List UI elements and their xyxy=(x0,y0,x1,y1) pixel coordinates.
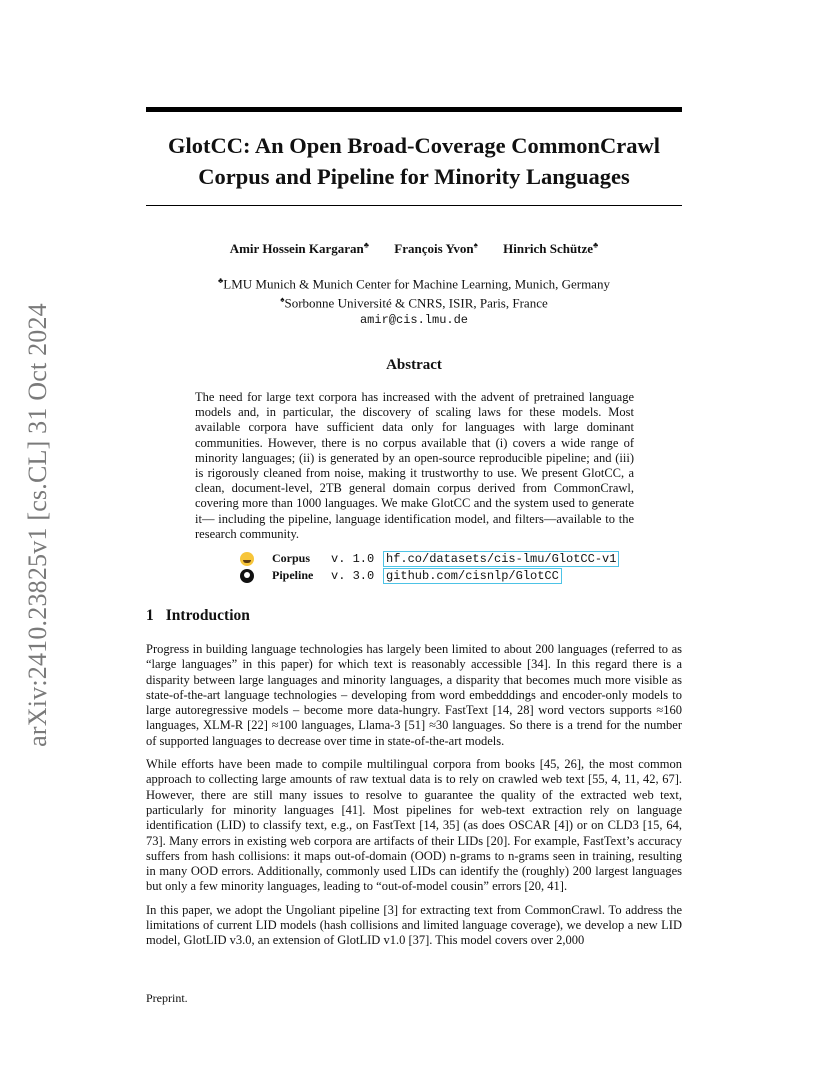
contact-email[interactable]: amir@cis.lmu.de xyxy=(359,312,469,327)
pipeline-label: Pipeline xyxy=(272,568,314,582)
paper-title xyxy=(146,130,682,192)
pipeline-url-link[interactable]: github.com/cisnlp/GlotCC xyxy=(383,568,562,584)
title-top-rule xyxy=(146,107,682,112)
affiliation-2: ♠Sorbonne Université & CNRS, ISIR, Paris, France xyxy=(280,295,548,311)
section-number: 1 xyxy=(146,607,154,624)
pipeline-link-row xyxy=(240,567,619,584)
title-line-1: GlotCC: An Open Broad-Coverage CommonCrawl xyxy=(167,133,661,158)
resource-links xyxy=(240,550,619,584)
abstract-heading: Abstract xyxy=(386,357,442,373)
section-heading-introduction xyxy=(146,607,250,625)
arxiv-sidebar-stamp xyxy=(24,290,52,760)
title-line-2: Corpus and Pipeline for Minority Languages xyxy=(198,164,630,189)
author-list xyxy=(146,241,682,257)
section-title: Introduction xyxy=(165,607,250,624)
corpus-link-row xyxy=(240,550,619,567)
corpus-label: Corpus xyxy=(272,551,311,565)
title-bottom-rule xyxy=(146,205,682,206)
pipeline-version: v. 3.0 xyxy=(331,568,375,583)
corpus-url-link[interactable]: hf.co/datasets/cis-lmu/GlotCC-v1 xyxy=(383,551,619,567)
paragraph-3: In this paper, we adopt the Ungoliant pipeline [3] for extracting text from CommonCrawl. To address the limitations of current LID models (hash collisions and limited language coverage), we develop a new LID model, GlotLID v3.0, an extension of GlotLID v1.0 [37]. This model covers over 2,000 xyxy=(146,902,682,948)
author-1: Amir Hossein Kargaran♣ xyxy=(229,241,370,257)
affiliations xyxy=(146,273,682,328)
paragraph-2: While efforts have been made to compile multilingual corpora from books [45, 26], the most common approach to collecting large amounts of raw textual data is to rely on crawled web text [55, 4, 11, 42, 67]. However, there are still many issues to resolve to guarantee the quality of the extracted web text, particularly for minority languages [41]. Most pipelines for web-text extraction rely on language identification (LID) to classify text, e.g., on FastText [14, 35] (as does OSCAR [4]) or on CLD3 [15, 64, 73]. Many errors in existing web corpora are artifacts of their LIDs [20]. For example, FastText’s accuracy suffers from hash collisions: it maps out-of-domain (OOD) n-grams to n-grams seen in training, resulting in many OOD errors. Additionally, commonly used LIDs can identify the (roughly) 200 largest languages but only a few minority languages, leading to “out-of-model cousin” errors [20, 41]. xyxy=(146,757,682,894)
arxiv-id: arXiv:2410.23825v1 [cs.CL] 31 Oct 2024 xyxy=(23,303,52,747)
author-3: Hinrich Schütze♣ xyxy=(503,241,599,257)
affiliation-1: ♣LMU Munich & Munich Center for Machine Learning, Munich, Germany xyxy=(218,276,610,292)
author-2: François Yvon♠ xyxy=(394,241,478,257)
github-icon xyxy=(240,569,254,583)
introduction-body xyxy=(146,642,682,957)
paragraph-1: Progress in building language technologies has largely been limited to about 200 languages (referred to as “large languages” in this paper) for which text is reasonably accessible [34]. In this regard there is a disparity between large languages and minority languages, a disparity that becomes much more visible as state-of-the-art language technologies – developing from word embedddings and encoder-only models to large autoregressive models – become more data-hungry. FastText [14, 28] word vectors supports ≈160 languages, XLM-R [22] ≈100 languages, Llama-3 [51] ≈30 languages. So there is a trend for the number of supported languages to decrease over time in state-of-the-art models. xyxy=(146,642,682,748)
hugging-face-icon xyxy=(240,552,254,566)
abstract-text: The need for large text corpora has increased with the advent of pretrained language models and, in particular, the discovery of scaling laws for these models. Most available corpora have sufficient data only for languages with large dominant communities. However, there is no corpus available that (i) covers a wide range of minority languages; (ii) is generated by an open-source reproducible pipeline; and (iii) is rigorously cleaned from noise, making it trustworthy to use. We present GlotCC, a clean, document-level, 2TB general domain corpus derived from CommonCrawl, covering more than 1000 languages. We make GlotCC and the system used to generate it— including the pipeline, language identification model, and filters—available to the research community. xyxy=(195,390,634,541)
corpus-version: v. 1.0 xyxy=(331,551,375,566)
footer-note: Preprint. xyxy=(146,991,188,1005)
